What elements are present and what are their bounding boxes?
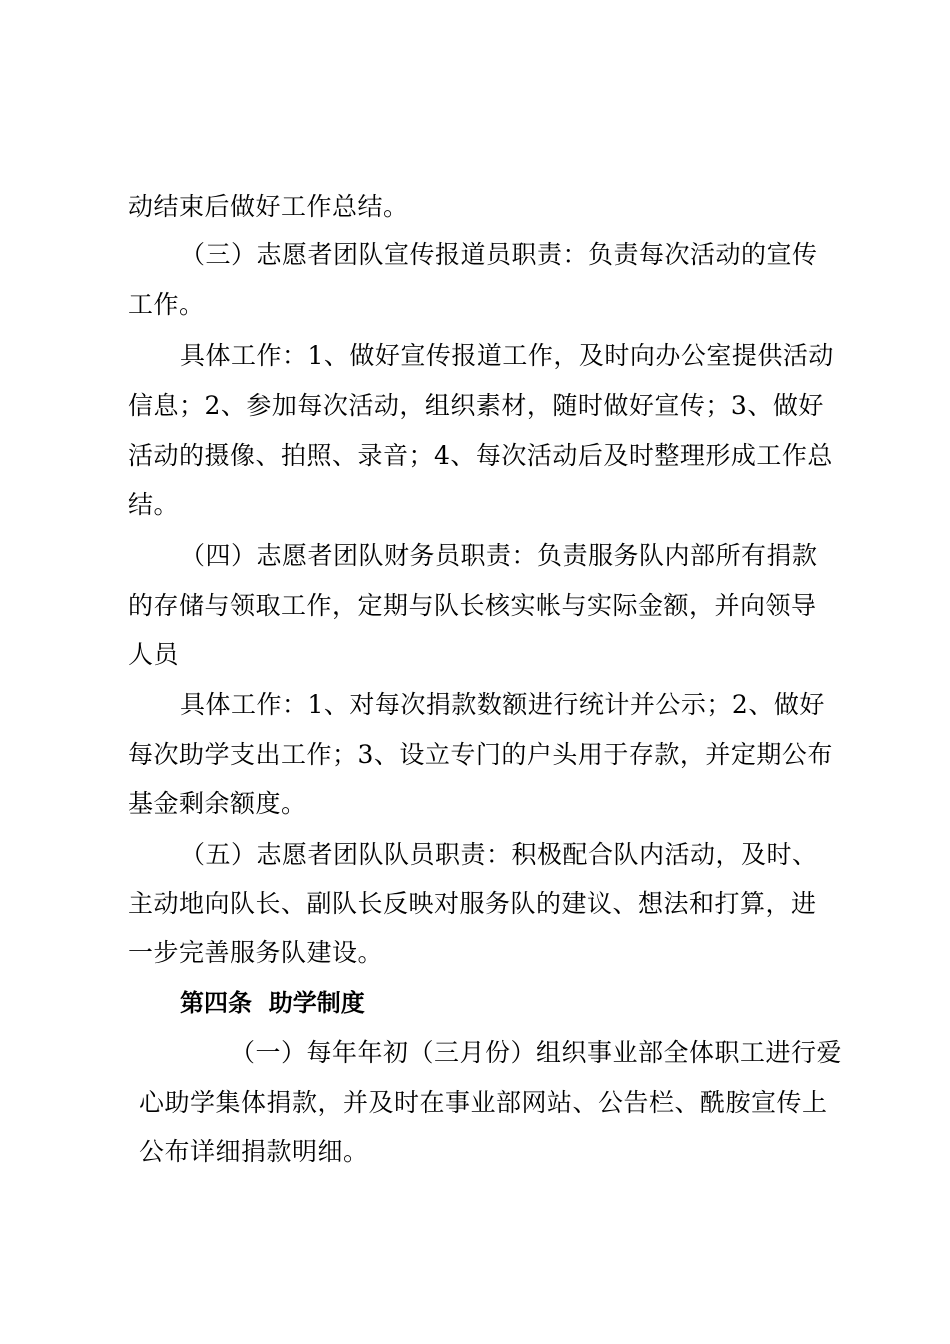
text-line: 一步完善服务队建设。 — [128, 938, 384, 967]
text-line: 结。 — [128, 490, 180, 519]
text-line: 信息；2、参加每次活动，组织素材，随时做好宣传；3、做好 — [128, 391, 824, 420]
text-line: （一）每年年初（三月份）组织事业部全体职工进行爱 — [230, 1038, 843, 1067]
text-line: 心助学集体捐款，并及时在事业部网站、公告栏、酰胺宣传上 — [139, 1088, 828, 1117]
text-line: 人员 — [128, 640, 180, 669]
text-line: 动结束后做好工作总结。 — [128, 192, 409, 221]
text-line: 每次助学支出工作；3、设立专门的户头用于存款，并定期公布 — [128, 740, 833, 769]
text-line: 具体工作：1、对每次捐款数额进行统计并公示；2、做好 — [180, 690, 825, 719]
text-line: 工作。 — [128, 290, 205, 319]
text-line: 活动的摄像、拍照、录音；4、每次活动后及时整理形成工作总 — [128, 441, 833, 470]
text-line: （三）志愿者团队宣传报道员职责：负责每次活动的宣传 — [180, 240, 818, 269]
text-line: 基金剩余额度。 — [128, 789, 307, 818]
text-line: 公布详细捐款明细。 — [139, 1137, 369, 1166]
text-line: （五）志愿者团队队员职责：积极配合队内活动，及时、 — [180, 840, 818, 869]
section-heading: 第四条 助学制度 — [180, 989, 365, 1017]
text-line: 的存储与领取工作，定期与队长核实帐与实际金额，并向领导 — [128, 591, 817, 620]
text-line: 主动地向队长、副队长反映对服务队的建议、想法和打算，进 — [128, 889, 817, 918]
text-line: （四）志愿者团队财务员职责：负责服务队内部所有捐款 — [180, 541, 818, 570]
text-line: 具体工作：1、做好宣传报道工作，及时向办公室提供活动 — [180, 341, 834, 370]
